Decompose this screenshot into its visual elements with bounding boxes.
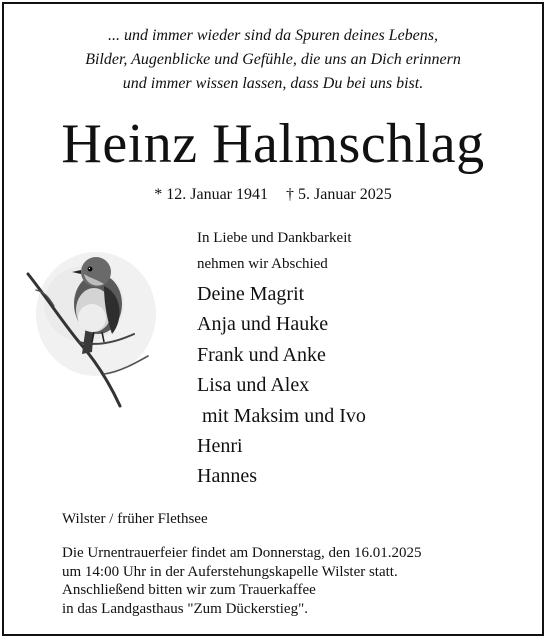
place-of-residence: Wilster / früher Flethsee — [62, 511, 208, 527]
death-date: † 5. Januar 2025 — [286, 186, 392, 203]
quote-line: Bilder, Augenblicke und Gefühle, die uns an Dich erinnern — [85, 51, 461, 68]
quote-line: ... und immer wieder sind da Spuren deines Lebens, — [107, 27, 439, 44]
funeral-information — [62, 544, 421, 618]
mourner-entry: Anja und Hauke — [197, 313, 329, 336]
ceremony-line: um 14:00 Uhr in der Auferstehungskapelle Wilster statt. — [62, 563, 398, 580]
mourner-entry: Hannes — [197, 465, 257, 488]
intro-line: nehmen wir Abschied — [197, 256, 328, 272]
obituary-notice — [2, 2, 544, 636]
robin-bird-on-branch-icon — [24, 234, 164, 414]
mourner-entry: Lisa und Alex — [197, 374, 310, 397]
ceremony-line: in das Landgasthaus "Zum Dückerstieg". — [62, 600, 308, 617]
mourner-entry: mit Maksim und Ivo — [197, 404, 366, 427]
deceased-name: Heinz Halmschlag — [61, 113, 485, 175]
life-dates — [4, 184, 542, 206]
farewell-intro — [197, 225, 352, 277]
mourner-entry: Henri — [197, 435, 243, 458]
intro-line: In Liebe und Dankbarkeit — [197, 230, 352, 246]
ceremony-line: Anschließend bitten wir zum Trauerkaffee — [62, 582, 316, 598]
mourners-list — [197, 279, 366, 492]
mourner-entry: Frank und Anke — [197, 343, 326, 366]
quote-line: und immer wissen lassen, dass Du bei uns bist. — [122, 75, 424, 92]
ceremony-line: Die Urnentrauerfeier findet am Donnerstag, den 16.01.2025 — [62, 545, 422, 561]
memorial-quote — [4, 24, 542, 96]
mourner-entry: Deine Magrit — [197, 283, 305, 305]
birth-date: * 12. Januar 1941 — [154, 186, 268, 203]
